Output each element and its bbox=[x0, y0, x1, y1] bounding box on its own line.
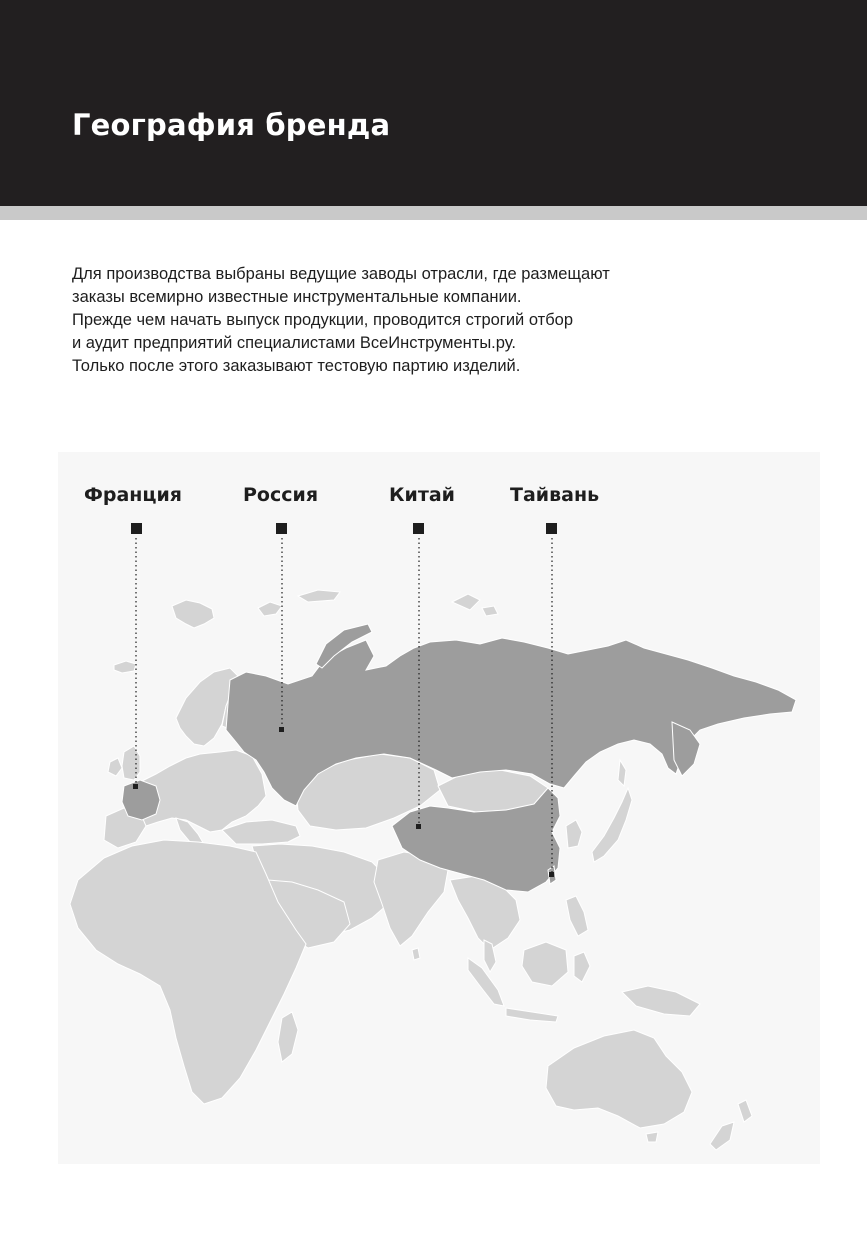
new-guinea-shape bbox=[622, 986, 700, 1016]
madagascar-shape bbox=[278, 1012, 298, 1062]
label-china: Китай bbox=[389, 484, 455, 506]
taiwan-marker-square bbox=[546, 523, 557, 534]
intro-line: и аудит предприятий специалистами ВсеИнструменты.ру. bbox=[72, 334, 516, 352]
china-marker-square bbox=[413, 523, 424, 534]
arctic-island-shape bbox=[298, 590, 340, 602]
tasmania-shape bbox=[646, 1132, 658, 1142]
china-point bbox=[416, 824, 421, 829]
greenland-shape bbox=[172, 600, 214, 628]
europe-shape bbox=[140, 750, 266, 832]
label-russia: Россия bbox=[243, 484, 319, 506]
taiwan-point bbox=[549, 872, 554, 877]
turkey-shape bbox=[222, 820, 300, 844]
korea-shape bbox=[566, 820, 582, 848]
france-point bbox=[133, 784, 138, 789]
arctic-island-shape bbox=[452, 594, 480, 610]
java-shape bbox=[506, 1008, 558, 1022]
marker-squares-top bbox=[131, 523, 557, 534]
intro-line: Прежде чем начать выпуск продукции, проводится строгий отбор bbox=[72, 311, 574, 329]
ireland-shape bbox=[108, 758, 122, 776]
russia-point bbox=[279, 727, 284, 732]
australia-shape bbox=[546, 1030, 692, 1128]
page-title: География бренда bbox=[72, 108, 391, 142]
sulawesi-shape bbox=[574, 952, 590, 982]
srilanka-shape bbox=[412, 948, 420, 960]
britain-shape bbox=[122, 746, 140, 780]
sumatra-shape bbox=[468, 958, 504, 1006]
intro-line: заказы всемирно известные инструментальные компании. bbox=[72, 288, 522, 306]
iceland-shape bbox=[114, 661, 136, 673]
france-marker-square bbox=[131, 523, 142, 534]
france-shape bbox=[122, 780, 160, 820]
label-france: Франция bbox=[84, 484, 182, 506]
arctic-island-shape bbox=[482, 606, 498, 616]
philippines-shape bbox=[566, 896, 588, 936]
svalbard-shape bbox=[258, 602, 282, 616]
new-zealand-shape bbox=[738, 1100, 752, 1122]
russia-marker-square bbox=[276, 523, 287, 534]
intro-line: Только после этого заказывают тестовую партию изделий. bbox=[72, 357, 521, 375]
sakhalin-shape bbox=[618, 760, 626, 786]
new-zealand-shape bbox=[710, 1122, 734, 1150]
japan-shape bbox=[592, 788, 632, 862]
intro-line: Для производства выбраны ведущие заводы отрасли, где размещают bbox=[72, 265, 610, 283]
borneo-shape bbox=[522, 942, 568, 986]
label-taiwan: Тайвань bbox=[510, 484, 600, 506]
